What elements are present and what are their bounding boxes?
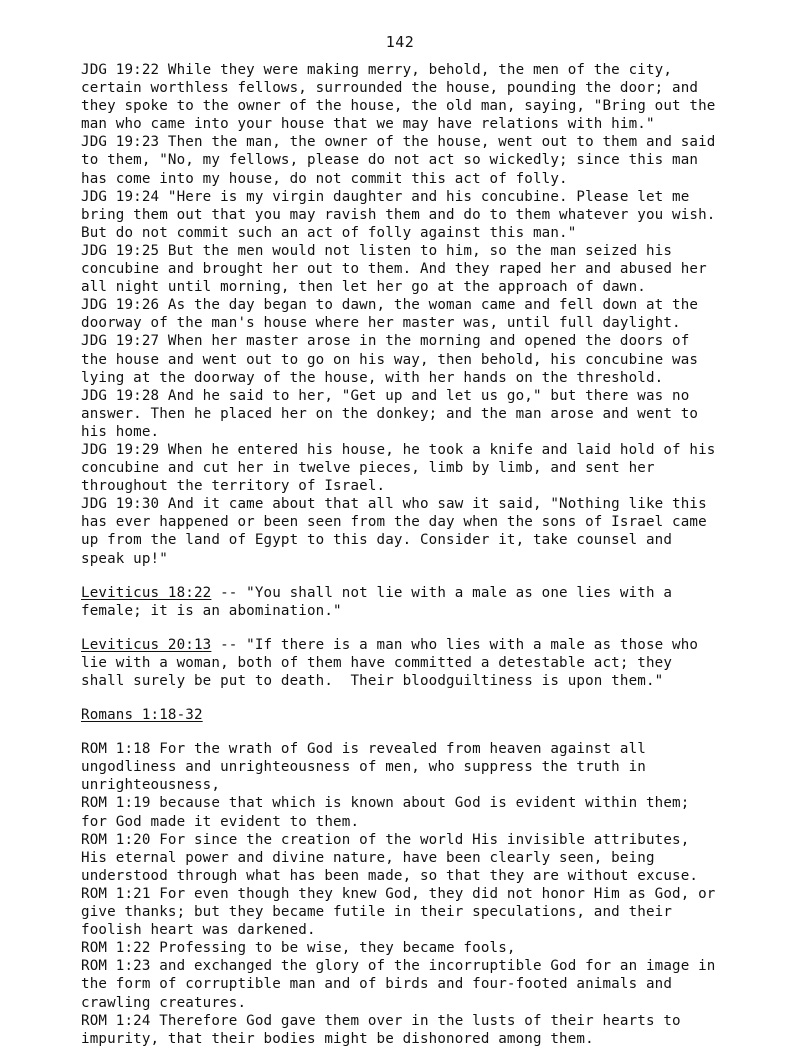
text-line: for God made it evident to them. xyxy=(81,813,360,830)
text-line: crawling creatures. xyxy=(81,994,247,1011)
text-line: bring them out that you may ravish them and do to them whatever you wish. xyxy=(81,206,716,223)
text-line: ROM 1:21 For even though they knew God, they did not honor Him as God, or xyxy=(81,885,716,902)
text-line: ROM 1:18 For the wrath of God is revealed from heaven against all xyxy=(81,741,646,758)
text-line: JDG 19:25 But the men would not listen to him, so the man seized his xyxy=(81,242,673,259)
text-line: lie with a woman, both of them have committed a detestable act; they xyxy=(81,654,673,671)
text-line xyxy=(81,636,741,654)
text-line: JDG 19:30 And it came about that all who saw it said, "Nothing like this xyxy=(81,496,707,513)
text-line: JDG 19:22 While they were making merry, behold, the men of the city, xyxy=(81,62,673,78)
text-line: has come into my house, do not commit this act of folly. xyxy=(81,170,568,187)
text-line: all night until morning, then let her go at the approach of dawn. xyxy=(81,279,646,296)
text-line: JDG 19:29 When he entered his house, he took a knife and laid hold of his xyxy=(81,441,716,458)
leviticus-18-quote xyxy=(81,584,741,620)
text-line: shall surely be put to death. Their bloodguiltiness is upon them." xyxy=(81,673,664,689)
leviticus-20-quote xyxy=(81,636,741,690)
text-line: JDG 19:28 And he said to her, "Get up and let us go," but there was no xyxy=(81,387,690,404)
text-line: to them, "No, my fellows, please do not act so wickedly; since this man xyxy=(81,152,699,169)
text-line: lying at the doorway of the house, with her hands on the threshold. xyxy=(81,369,664,386)
text-line: answer. Then he placed her on the donkey; and the man arose and went to xyxy=(81,405,699,422)
scripture-reference: Leviticus 18:22 xyxy=(81,584,212,601)
text-line: understood through what has been made, so that they are without excuse. xyxy=(81,867,699,884)
text-line: has ever happened or been seen from the day when the sons of Israel came xyxy=(81,514,707,531)
text-line: certain worthless fellows, surrounded the house, pounding the door; and xyxy=(81,80,699,97)
text-line: doorway of the man's house where her master was, until full daylight. xyxy=(81,315,681,332)
text-line: impurity, that their bodies might be dishonored among them. xyxy=(81,1030,594,1047)
text-line: they spoke to the owner of the house, the old man, saying, "Bring out the xyxy=(81,98,716,115)
text-line: give thanks; but they became futile in their speculations, and their xyxy=(81,904,673,921)
section-heading xyxy=(81,706,741,724)
text-line xyxy=(81,584,741,602)
scripture-reference: Leviticus 20:13 xyxy=(81,636,212,653)
quote-text: -- "If there is a man who lies with a male as those who xyxy=(211,636,699,653)
text-line: speak up!" xyxy=(81,550,168,567)
text-line: But do not commit such an act of folly against this man." xyxy=(81,224,577,241)
text-line: ROM 1:20 For since the creation of the world His invisible attributes, xyxy=(81,831,690,848)
text-line: his home. xyxy=(81,423,160,440)
quote-text: -- "You shall not lie with a male as one lies with a xyxy=(211,584,673,601)
text-line: ungodliness and unrighteousness of men, who suppress the truth in xyxy=(81,759,646,776)
romans-passage xyxy=(81,740,741,1048)
text-line: JDG 19:23 Then the man, the owner of the house, went out to them and said xyxy=(81,134,716,151)
romans-heading: Romans 1:18-32 xyxy=(81,707,203,724)
text-line: JDG 19:24 "Here is my virgin daughter and his concubine. Please let me xyxy=(81,188,690,205)
text-line: ROM 1:23 and exchanged the glory of the incorruptible God for an image in xyxy=(81,958,716,975)
text-line: JDG 19:26 As the day began to dawn, the woman came and fell down at the xyxy=(81,297,699,314)
text-line: the form of corruptible man and of birds and four-footed animals and xyxy=(81,976,673,993)
text-line: man who came into your house that we may have relations with him." xyxy=(81,116,655,133)
text-line: ROM 1:19 because that which is known about God is evident within them; xyxy=(81,795,690,812)
judges-passage xyxy=(81,61,741,568)
page-number: 142 xyxy=(385,33,415,51)
text-line: female; it is an abomination." xyxy=(81,602,342,619)
text-line: ROM 1:22 Professing to be wise, they became fools, xyxy=(81,940,516,957)
text-line: His eternal power and divine nature, have been clearly seen, being xyxy=(81,849,655,866)
text-line: concubine and brought her out to them. And they raped her and abused her xyxy=(81,261,707,278)
text-line: JDG 19:27 When her master arose in the morning and opened the doors of xyxy=(81,333,690,350)
text-line: ROM 1:24 Therefore God gave them over in the lusts of their hearts to xyxy=(81,1012,681,1029)
text-line: concubine and cut her in twelve pieces, limb by limb, and sent her xyxy=(81,460,655,477)
text-line: throughout the territory of Israel. xyxy=(81,478,386,495)
text-line: the house and went out to go on his way, then behold, his concubine was xyxy=(81,351,699,368)
document-body xyxy=(81,61,741,1048)
text-line: foolish heart was darkened. xyxy=(81,922,316,939)
text-line: up from the land of Egypt to this day. Consider it, take counsel and xyxy=(81,532,673,549)
text-line: unrighteousness, xyxy=(81,777,221,794)
